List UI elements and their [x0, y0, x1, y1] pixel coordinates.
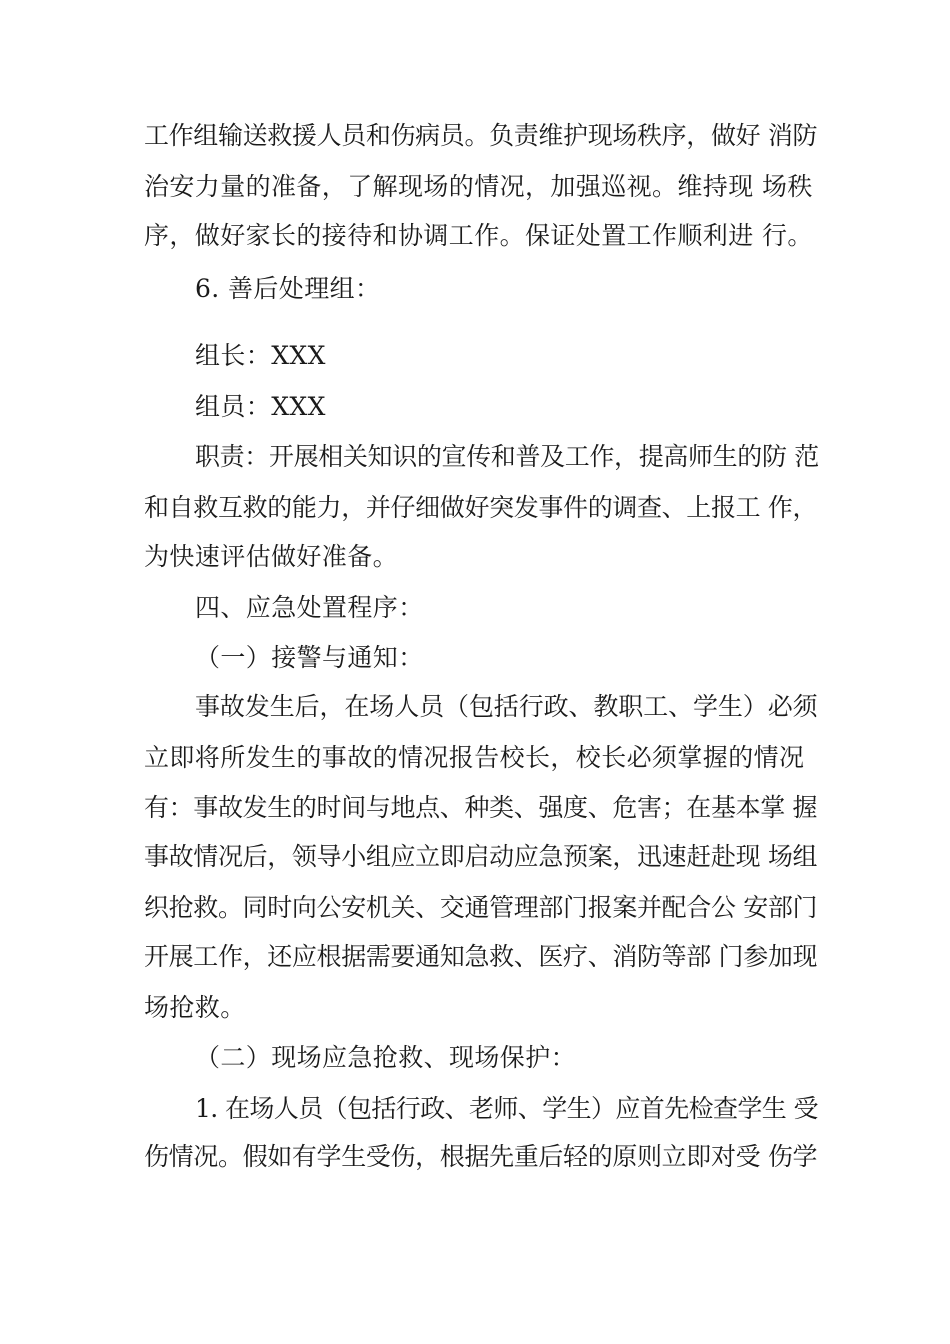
- text-line: 组长：XXX: [195, 341, 326, 370]
- subsection-heading: （一）接警与通知：: [195, 643, 424, 672]
- text-line: 开展工作，还应根据需要通知急救、医疗、消防等部 门参加现: [144, 942, 818, 971]
- section-heading: 四、应急处置程序：: [195, 593, 424, 622]
- text-line: 治安力量的准备，了解现场的情况，加强巡视。维持现 场秩: [144, 172, 813, 201]
- text-line: 立即将所发生的事故的情况报告校长，校长必须掌握的情况: [144, 743, 805, 772]
- text-line: 为快速评估做好准备。: [144, 542, 399, 571]
- section-heading: 6. 善后处理组：: [195, 274, 381, 303]
- text-line: 职责：开展相关知识的宣传和普及工作，提高师生的防 范: [195, 442, 819, 471]
- text-line: 场抢救。: [144, 993, 246, 1022]
- text-line: 织抢救。同时向公安机关、交通管理部门报案并配合公 安部门: [144, 893, 818, 922]
- text-line: 和自救互救的能力，并仔细做好突发事件的调查、上报工 作，: [144, 493, 818, 522]
- subsection-heading: （二）现场应急抢救、现场保护：: [195, 1043, 577, 1072]
- text-line: 工作组输送救援人员和伤病员。负责维护现场秩序，做好 消防: [144, 121, 818, 150]
- text-line: 组员：XXX: [195, 392, 326, 421]
- text-line: 1. 在场人员（包括行政、老师、学生）应首先检查学生 受: [195, 1094, 818, 1123]
- text-line: 事故发生后，在场人员（包括行政、教职工、学生）必须: [195, 692, 818, 721]
- text-line: 有：事故发生的时间与地点、种类、强度、危害；在基本掌 握: [144, 793, 818, 822]
- text-line: 伤情况。假如有学生受伤，根据先重后轻的原则立即对受 伤学: [144, 1142, 818, 1171]
- text-line: 序，做好家长的接待和协调工作。保证处置工作顺利进 行。: [144, 221, 813, 250]
- text-line: 事故情况后，领导小组应立即启动应急预案，迅速赶赴现 场组: [144, 842, 818, 871]
